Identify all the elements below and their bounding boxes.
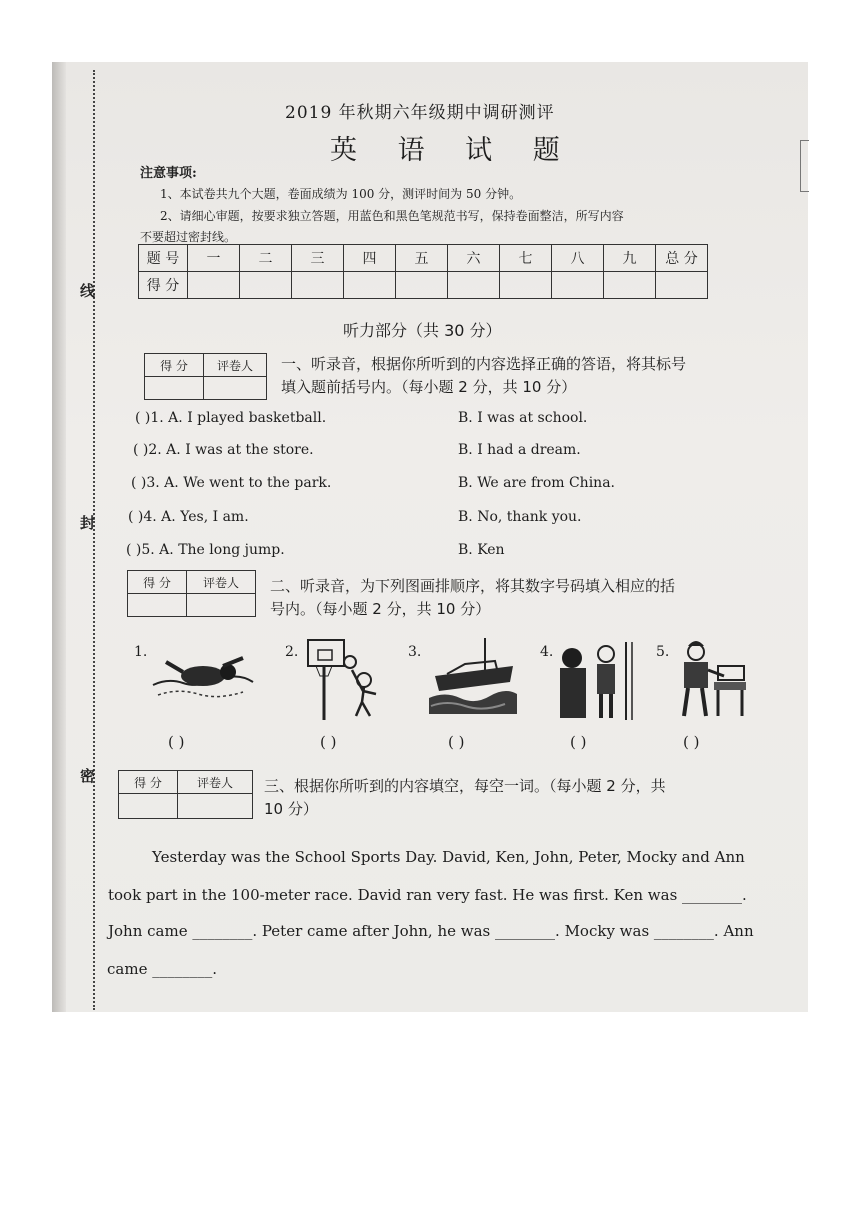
grader-score-cell[interactable] <box>128 594 187 617</box>
edge-mark <box>800 140 809 192</box>
score-cell[interactable] <box>604 272 656 299</box>
score-cell[interactable] <box>240 272 292 299</box>
row-label-number: 题 号 <box>139 245 188 272</box>
swimmer-icon <box>148 650 263 714</box>
grader-name-label: 评卷人 <box>187 571 256 594</box>
picture-1-answer[interactable]: ( ) <box>168 733 185 751</box>
picture-4-number: 4. <box>540 644 554 660</box>
question-4-option-b: B. No, thank you. <box>458 509 582 525</box>
boy-at-desk-icon <box>670 636 750 726</box>
binding-char-xian: 线 <box>80 282 96 300</box>
grader-score-cell[interactable] <box>119 794 178 819</box>
row-label-score: 得 分 <box>139 272 188 299</box>
score-cell[interactable] <box>292 272 344 299</box>
question-4-option-a: ( )4. A. Yes, I am. <box>128 509 249 525</box>
picture-5-answer[interactable]: ( ) <box>683 733 700 751</box>
note-line-3: 不要超过密封线。 <box>140 230 237 244</box>
grader-score-label: 得 分 <box>145 354 204 377</box>
picture-2-answer[interactable]: ( ) <box>320 733 337 751</box>
picture-5-number: 5. <box>656 644 670 660</box>
grader-name-cell[interactable] <box>178 794 253 819</box>
part2-instruction-2: 号内。（每小题 2 分，共 10 分） <box>270 600 491 618</box>
score-cell[interactable] <box>448 272 500 299</box>
binding-dotted-line <box>93 70 95 1010</box>
column-header: 三 <box>292 245 344 272</box>
column-header: 五 <box>396 245 448 272</box>
binding-char-feng: 封 <box>80 514 96 532</box>
picture-2-number: 2. <box>285 644 299 660</box>
passage-line-1: Yesterday was the School Sports Day. David, Ken, John, Peter, Mocky and Ann <box>152 848 745 866</box>
column-header: 四 <box>344 245 396 272</box>
part3-instruction-1: 三、根据你所听到的内容填空，每空一词。（每小题 2 分，共 <box>264 777 666 795</box>
listening-heading: 听力部分（共 30 分） <box>343 321 502 340</box>
column-header: 二 <box>240 245 292 272</box>
score-cell[interactable] <box>188 272 240 299</box>
notes-heading: 注意事项: <box>140 166 197 181</box>
score-table <box>138 244 708 299</box>
grader-score-cell[interactable] <box>145 377 204 400</box>
ship-icon <box>425 636 520 722</box>
passage-line-3: John came ________. Peter came after John, he was ________. Mocky was ________. Ann <box>108 922 754 940</box>
paper-fold-shadow <box>52 62 66 1012</box>
exam-title: 2019 年秋期六年级期中调研测评 <box>285 103 555 123</box>
question-3-option-b: B. We are from China. <box>458 475 615 491</box>
grader-box-3 <box>118 770 253 819</box>
column-header: 一 <box>188 245 240 272</box>
question-2-option-a: ( )2. A. I was at the store. <box>133 442 314 458</box>
column-header: 总 分 <box>656 245 708 272</box>
binding-char-mi: 密 <box>80 767 96 785</box>
people-at-door-icon <box>556 640 636 726</box>
score-cell[interactable] <box>656 272 708 299</box>
grader-score-label: 得 分 <box>128 571 187 594</box>
part1-instruction-2: 填入题前括号内。（每小题 2 分，共 10 分） <box>281 378 577 396</box>
part1-instruction-1: 一、听录音，根据你所听到的内容选择正确的答语，将其标号 <box>281 355 687 373</box>
picture-1-number: 1. <box>134 644 148 660</box>
score-cell[interactable] <box>552 272 604 299</box>
exam-subject: 英 语 试 题 <box>330 135 576 166</box>
column-header: 九 <box>604 245 656 272</box>
question-5-option-b: B. Ken <box>458 542 505 558</box>
grader-box-1 <box>144 353 267 400</box>
grader-box-2 <box>127 570 256 617</box>
passage-line-4: came ________. <box>107 960 217 978</box>
basketball-player-icon <box>300 636 385 728</box>
picture-4-answer[interactable]: ( ) <box>570 733 587 751</box>
passage-line-2: took part in the 100-meter race. David ran very fast. He was first. Ken was ________. <box>108 886 747 904</box>
grader-score-label: 得 分 <box>119 771 178 794</box>
score-cell[interactable] <box>500 272 552 299</box>
column-header: 八 <box>552 245 604 272</box>
part2-instruction-1: 二、听录音，为下列图画排顺序，将其数字号码填入相应的括 <box>270 577 676 595</box>
grader-name-label: 评卷人 <box>178 771 253 794</box>
grader-name-cell[interactable] <box>187 594 256 617</box>
picture-3-answer[interactable]: ( ) <box>448 733 465 751</box>
column-header: 六 <box>448 245 500 272</box>
question-3-option-a: ( )3. A. We went to the park. <box>131 475 332 491</box>
score-cell[interactable] <box>344 272 396 299</box>
column-header: 七 <box>500 245 552 272</box>
score-cell[interactable] <box>396 272 448 299</box>
question-1-option-b: B. I was at school. <box>458 410 588 426</box>
grader-name-cell[interactable] <box>204 377 267 400</box>
part3-instruction-2: 10 分） <box>264 800 318 818</box>
question-1-option-a: ( )1. A. I played basketball. <box>135 410 327 426</box>
picture-3-number: 3. <box>408 644 422 660</box>
question-2-option-b: B. I had a dream. <box>458 442 581 458</box>
exam-paper <box>52 62 808 1012</box>
question-5-option-a: ( )5. A. The long jump. <box>126 542 285 558</box>
note-line-1: 1、本试卷共九个大题，卷面成绩为 100 分，测评时间为 50 分钟。 <box>160 187 522 201</box>
note-line-2: 2、请细心审题，按要求独立答题，用蓝色和黑色笔规范书写，保持卷面整洁，所写内容 <box>160 209 624 223</box>
grader-name-label: 评卷人 <box>204 354 267 377</box>
